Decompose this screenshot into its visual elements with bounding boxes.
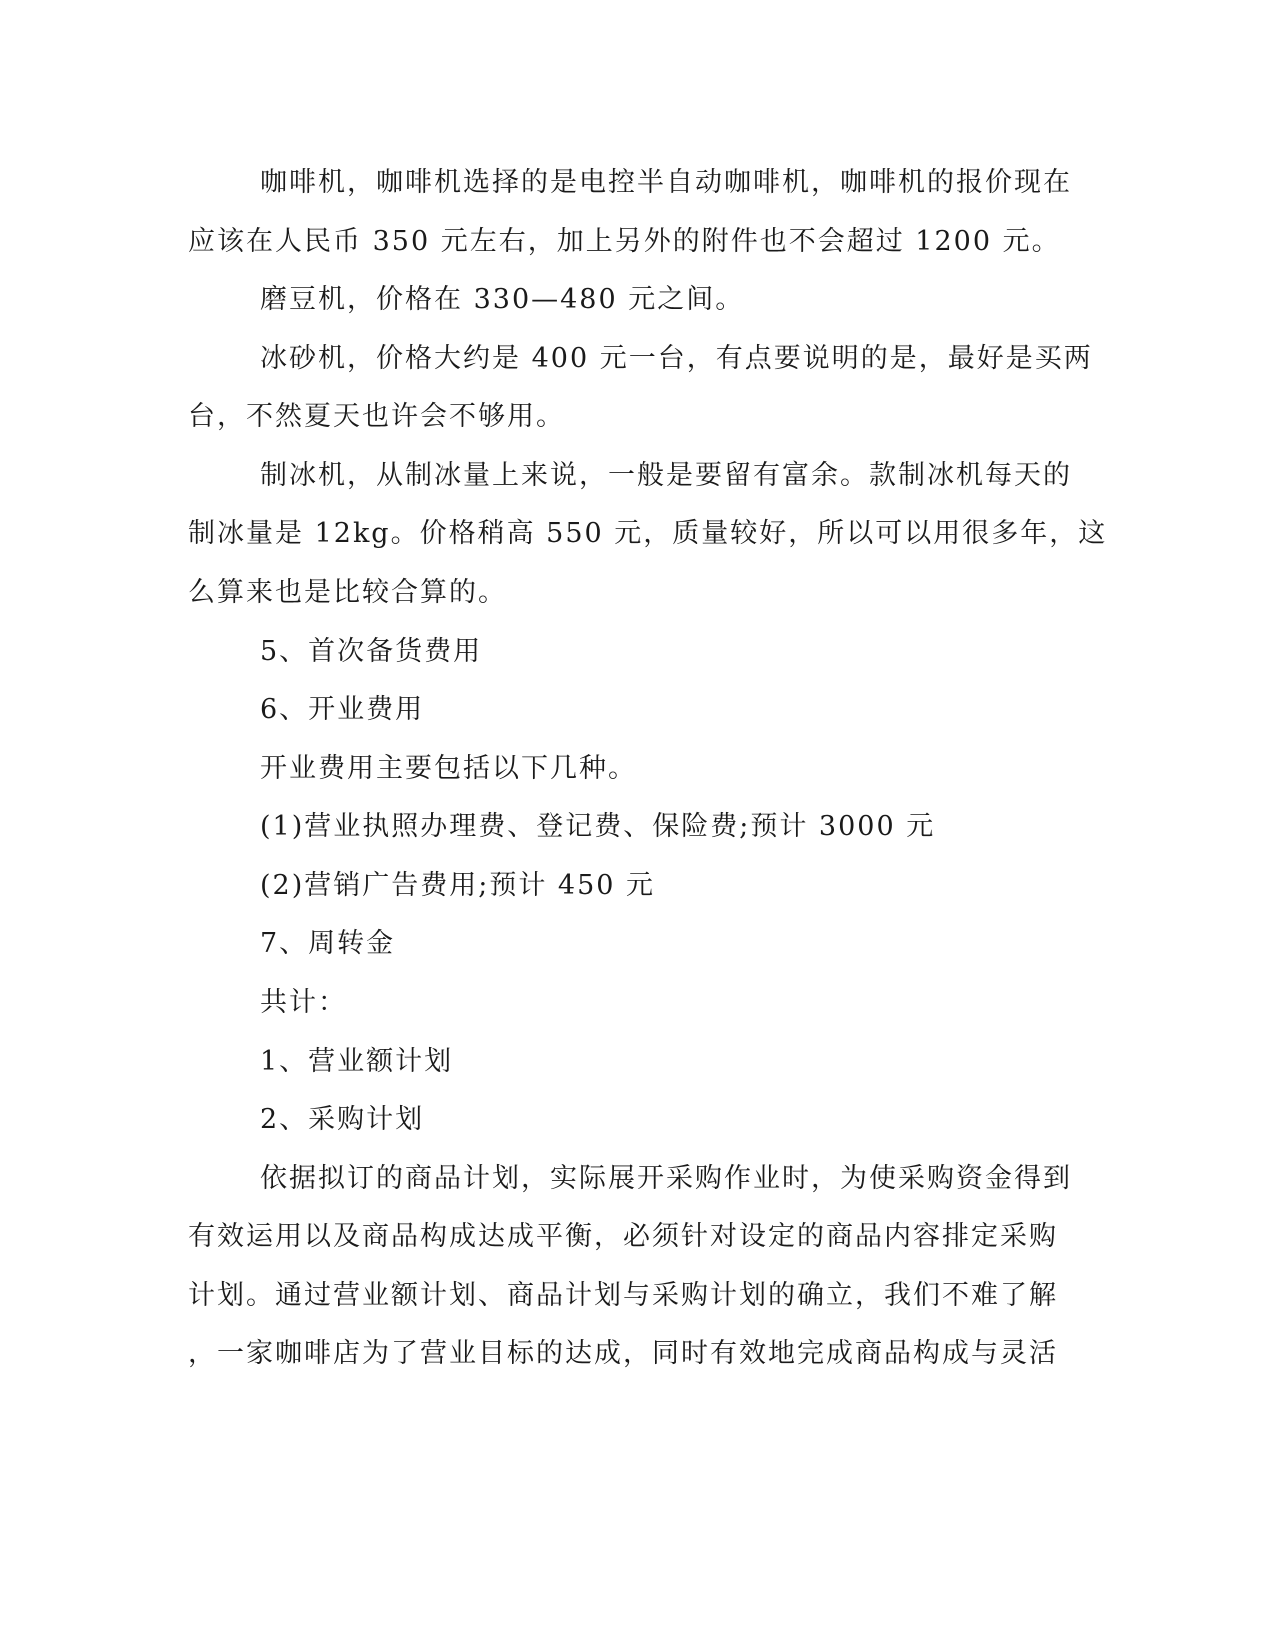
paragraph-line-coffee-machine-2: 应该在人民币 350 元左右，加上另外的附件也不会超过 1200 元。	[188, 226, 1061, 257]
heading-revenue-plan: 1、营业额计划	[260, 1046, 454, 1077]
paragraph-line-opening-cost-intro: 开业费用主要包括以下几种。	[260, 753, 637, 784]
paragraph-line-coffee-machine-1: 咖啡机，咖啡机选择的是电控半自动咖啡机，咖啡机的报价现在	[260, 167, 1072, 198]
paragraph-line-purchase-3: 计划。通过营业额计划、商品计划与采购计划的确立，我们不难了解	[188, 1280, 1058, 1311]
heading-working-capital: 7、周转金	[260, 928, 396, 959]
paragraph-line-purchase-2: 有效运用以及商品构成达成平衡，必须针对设定的商品内容排定采购	[188, 1221, 1058, 1252]
list-item-license-fees: (1)营业执照办理费、登记费、保险费;预计 3000 元	[260, 811, 936, 842]
paragraph-line-ice-maker-2: 制冰量是 12kg。价格稍高 550 元，质量较好，所以可以用很多年，这	[188, 518, 1108, 549]
list-item-marketing-fees: (2)营销广告费用;预计 450 元	[260, 870, 656, 901]
paragraph-line-grinder: 磨豆机，价格在 330—480 元之间。	[260, 284, 745, 315]
heading-purchase-plan: 2、采购计划	[260, 1104, 425, 1135]
heading-first-stock-cost: 5、首次备货费用	[260, 636, 483, 667]
heading-total: 共计：	[260, 987, 347, 1018]
paragraph-line-ice-maker-1: 制冰机，从制冰量上来说，一般是要留有富余。款制冰机每天的	[260, 460, 1072, 491]
heading-opening-cost: 6、开业费用	[260, 694, 425, 725]
paragraph-line-purchase-4: ，一家咖啡店为了营业目标的达成，同时有效地完成商品构成与灵活	[188, 1338, 1058, 1369]
paragraph-line-ice-maker-3: 么算来也是比较合算的。	[188, 577, 507, 608]
paragraph-line-blender-1: 冰砂机，价格大约是 400 元一台，有点要说明的是，最好是买两	[260, 343, 1093, 374]
paragraph-line-purchase-1: 依据拟订的商品计划，实际展开采购作业时，为使采购资金得到	[260, 1163, 1072, 1194]
paragraph-line-blender-2: 台，不然夏天也许会不够用。	[188, 401, 565, 432]
